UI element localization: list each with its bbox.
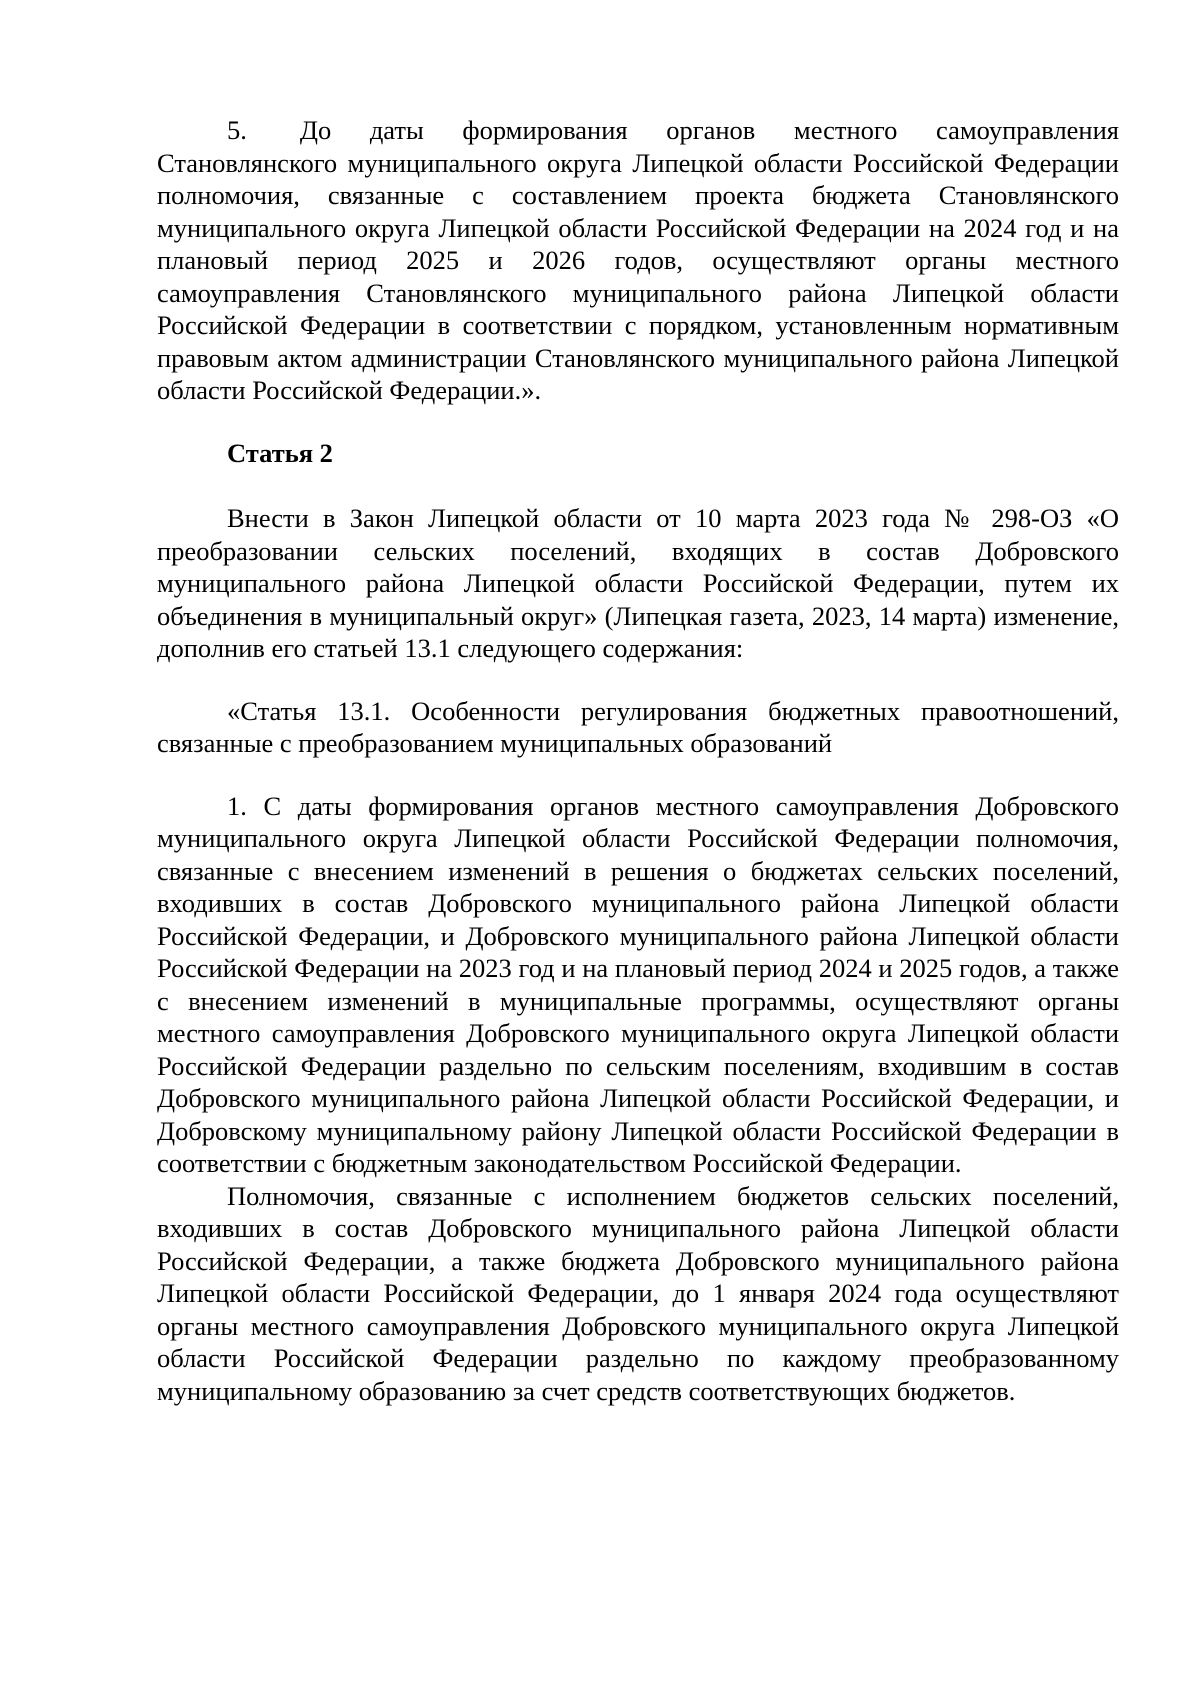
paragraph-5: 5. До даты формирования органов местного самоуправления Становлянского муниципального округа Липецкой области Российской Федерации полномочия, связанные с составлением проекта бюджета Становлянского муниципального округа Липецкой области Российской Федерации на 2024 год и на плановый период 2025 и 2026 годов, осуществляют органы местного самоуправления Становлянского муниципального района Липецкой области Российской Федерации в соответствии с порядком, установленным нормативным правовым актом администрации Становлянского муниципального района Липецкой области Российской Федерации.».: [157, 115, 1119, 405]
article-13-1-part-1: 1. С даты формирования органов местного самоуправления Добровского муниципального округа Липецкой области Российской Федерации полномочия, связанные с внесением изменений в решения о бюджетах сельских поселений, входивших в состав Добровского муниципального района Липецкой области Российской Федерации, и Добровского муниципального района Липецкой области Российской Федерации на 2023 год и на плановый период 2024 и 2025 годов, а также с внесением изменений в муниципальные программы, осуществляют органы местного самоуправления Добровского муниципального округа Липецкой области Российской Федерации раздельно по сельским поселениям, входившим в состав Добровского муниципального района Липецкой области Российской Федерации, и Добровскому муниципальному району Липецкой области Российской Федерации в соответствии с бюджетным законодательством Российской Федерации.: [157, 790, 1119, 1178]
document-page: [157, 114, 1119, 1407]
article-13-1-part-1-continuation: Полномочия, связанные с исполнением бюджетов сельских поселений, входивших в состав Добровского муниципального района Липецкой области Российской Федерации, а также бюджета Добровского муниципального района Липецкой области Российской Федерации, до 1 января 2024 года осуществляют органы местного самоуправления Добровского муниципального округа Липецкой области Российской Федерации раздельно по каждому преобразованному муниципальному образованию за счет средств соответствующих бюджетов.: [157, 1180, 1119, 1406]
article-2-intro: Внести в Закон Липецкой области от 10 марта 2023 года № 298-ОЗ «О преобразовании сельских поселений, входящих в состав Добровского муниципального района Липецкой области Российской Федерации, путем их объединения в муниципальный округ» (Липецкая газета, 2023, 14 марта) изменение, дополнив его статьей 13.1 следующего содержания:: [157, 503, 1119, 663]
article-2-heading: Статья 2: [227, 437, 333, 468]
article-13-1-title: «Статья 13.1. Особенности регулирования бюджетных правоотношений, связанные с преобразованием муниципальных образований: [157, 695, 1119, 758]
